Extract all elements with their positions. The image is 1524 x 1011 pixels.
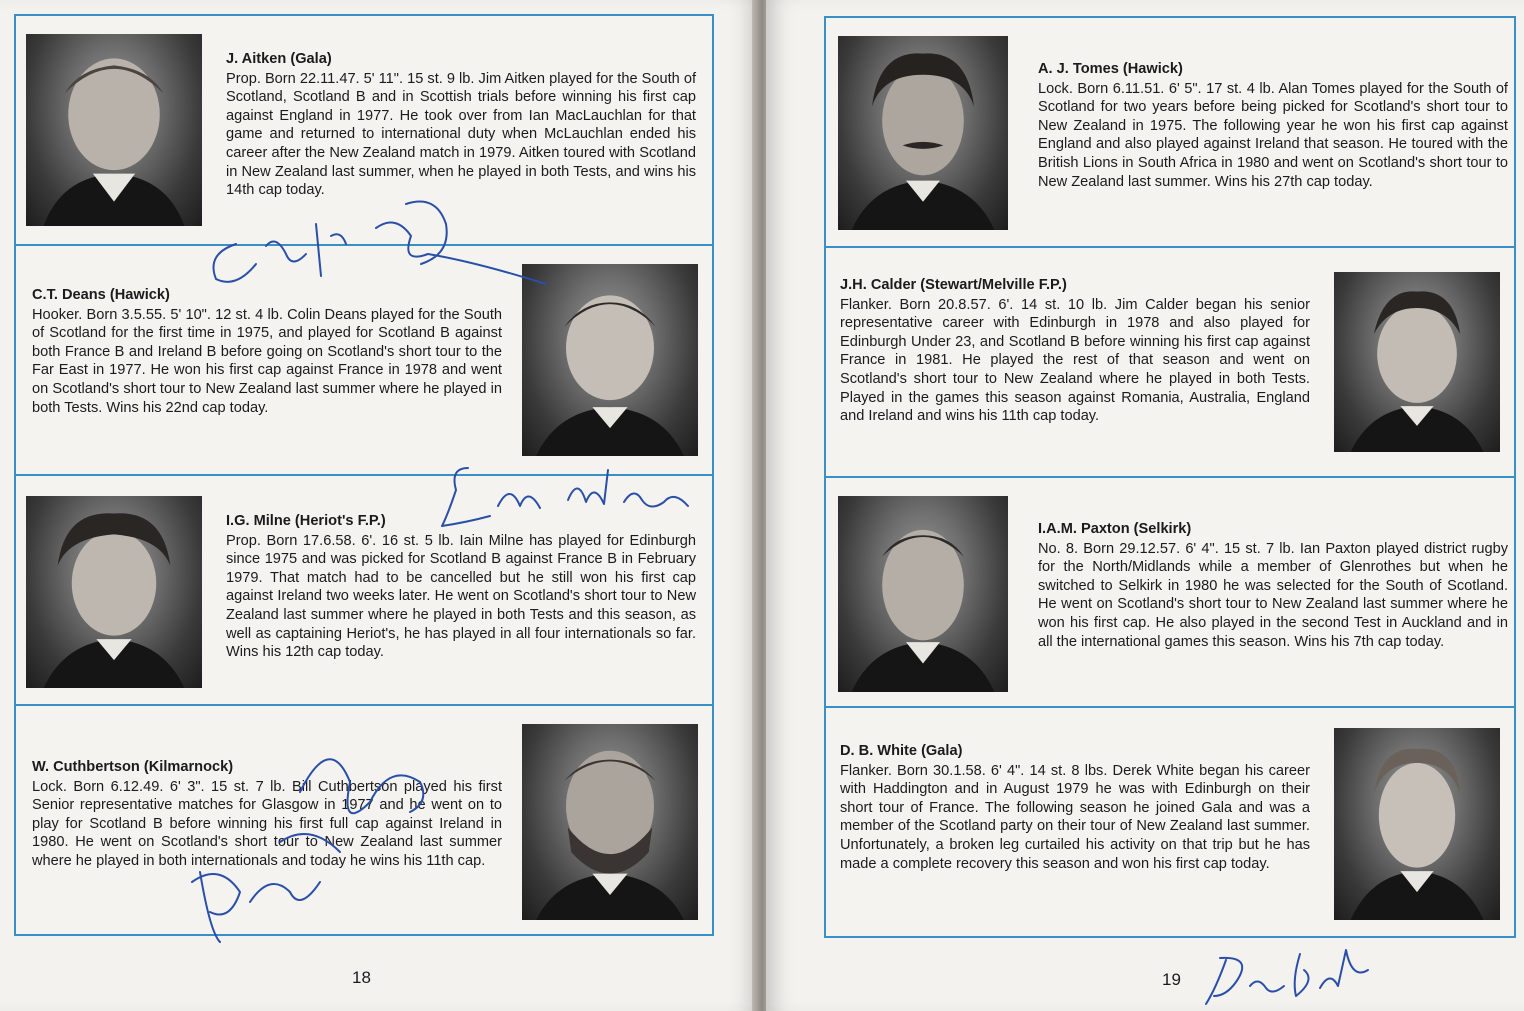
programme-page-right <box>766 0 1524 1011</box>
player-portrait-photo <box>838 496 1008 692</box>
player-name: A. J. Tomes (Hawick) <box>1038 61 1183 77</box>
page-number: 19 <box>1162 970 1181 989</box>
player-bio: Flanker. Born 30.1.58. 6' 4". 14 st. 8 lbs. Derek White began his career with Haddington and in August 1979 he was with Edinburgh on their short tour of France. The following season he joined Gala and was a member of the Scotland party on their tour of New Zealand last summer. Unfortunately, a broken leg curtailed his activity on that trip but he has made a complete recovery this season and won his first cap today. <box>840 762 1310 872</box>
player-portrait-photo <box>522 724 698 920</box>
player-text-paxton <box>1038 520 1508 651</box>
player-text-calder <box>840 276 1310 426</box>
player-portrait-photo <box>522 264 698 456</box>
player-portrait-photo <box>26 496 202 688</box>
player-name: I.G. Milne (Heriot's F.P.) <box>226 513 386 529</box>
player-bio: Prop. Born 22.11.47. 5' 11". 15 st. 9 lb. Jim Aitken played for the South of Scotland, Scotland B and in Scottish trials before winning his first cap against England in 1977. He took over from Ian MacLauchlan for that game and returned to international duty when McLauchlan ended his career after the New Zealand match in 1979. Aitken toured with Scotland in New Zealand last summer, when he played in both Tests, and wins his 14th cap today. <box>226 70 696 199</box>
player-text-white <box>840 742 1310 873</box>
player-text-deans <box>32 286 502 417</box>
player-name: D. B. White (Gala) <box>840 743 963 759</box>
player-portrait-photo <box>1334 272 1500 452</box>
player-bio: No. 8. Born 29.12.57. 6' 4". 15 st. 7 lb. Ian Paxton played district rugby for the North/Midlands while a member of Glenrothes but when he switched to Selkirk in 1980 he was selected for the South of Scotland. He went on Scotland's short tour to New Zealand last summer where he won his first cap. He also played in the second Test in Auckland and in all the international games this season. Wins his 7th cap today. <box>1038 540 1508 650</box>
player-name: J.H. Calder (Stewart/Melville F.P.) <box>840 277 1067 293</box>
player-bio: Lock. Born 6.12.49. 6' 3". 15 st. 7 lb. Bill Cuthbertson played his first Senior representative matches for Glasgow in 1977 and he went on to play for Scotland B before winning his first full cap against Ireland in 1980. He went on Scotland's short tour to New Zealand last summer where he played in both internationals and today he wins his 11th cap. <box>32 778 502 869</box>
player-name: J. Aitken (Gala) <box>226 51 332 67</box>
player-text-tomes <box>1038 60 1508 191</box>
player-text-aitken <box>226 50 696 200</box>
player-name: C.T. Deans (Hawick) <box>32 287 170 303</box>
player-portrait-photo <box>838 36 1008 230</box>
programme-page-left <box>0 0 758 1011</box>
player-name: I.A.M. Paxton (Selkirk) <box>1038 521 1192 537</box>
player-bio: Flanker. Born 20.8.57. 6'. 14 st. 10 lb. Jim Calder began his senior representative career with Edinburgh in 1978 and also played for Edinburgh Under 23, and Scotland B before winning his first cap against France in 1981. He played the rest of that season and went on Scotland's short tour to New Zealand where he played in both Tests. Played in the games this season against Romania, Australia, England and Ireland and wins his 11th cap today. <box>840 296 1310 425</box>
player-name: W. Cuthbertson (Kilmarnock) <box>32 759 234 775</box>
player-text-milne <box>226 512 696 662</box>
player-bio: Lock. Born 6.11.51. 6' 5". 17 st. 4 lb. Alan Tomes played for the South of Scotland for two years before being picked for Scotland's short tour to New Zealand in 1975. The following year he won his first cap against England and also played against Ireland that season. He toured with the British Lions in South Africa in 1980 and went on Scotland's short tour to New Zealand last summer. Wins his 27th cap today. <box>1038 80 1508 190</box>
player-portrait-photo <box>1334 728 1500 920</box>
player-portrait-photo <box>26 34 202 226</box>
player-bio: Hooker. Born 3.5.55. 5' 10". 12 st. 4 lb. Colin Deans played for the South of Scotland for the first time in 1975, and played for Scotland B against both France B and Ireland B before going on Scotland's short tour to the Far East in 1977. He won his first cap against France in 1978 and went on Scotland's short tour to New Zealand last summer where he played in both Tests. Wins his 22nd cap today. <box>32 306 502 416</box>
player-bio: Prop. Born 17.6.58. 6'. 16 st. 5 lb. Iain Milne has played for Edinburgh since 1975 and was picked for Scotland B against France B in February 1979. That match had to be cancelled but he still won his first cap against Ireland two weeks later. He went on Scotland's short tour to New Zealand last summer where he played in both Tests and this season, as well as captaining Heriot's, he has played in all four internationals so far. Wins his 12th cap today. <box>226 532 696 661</box>
player-text-cuthbertson <box>32 758 502 871</box>
page-number: 18 <box>352 968 371 987</box>
